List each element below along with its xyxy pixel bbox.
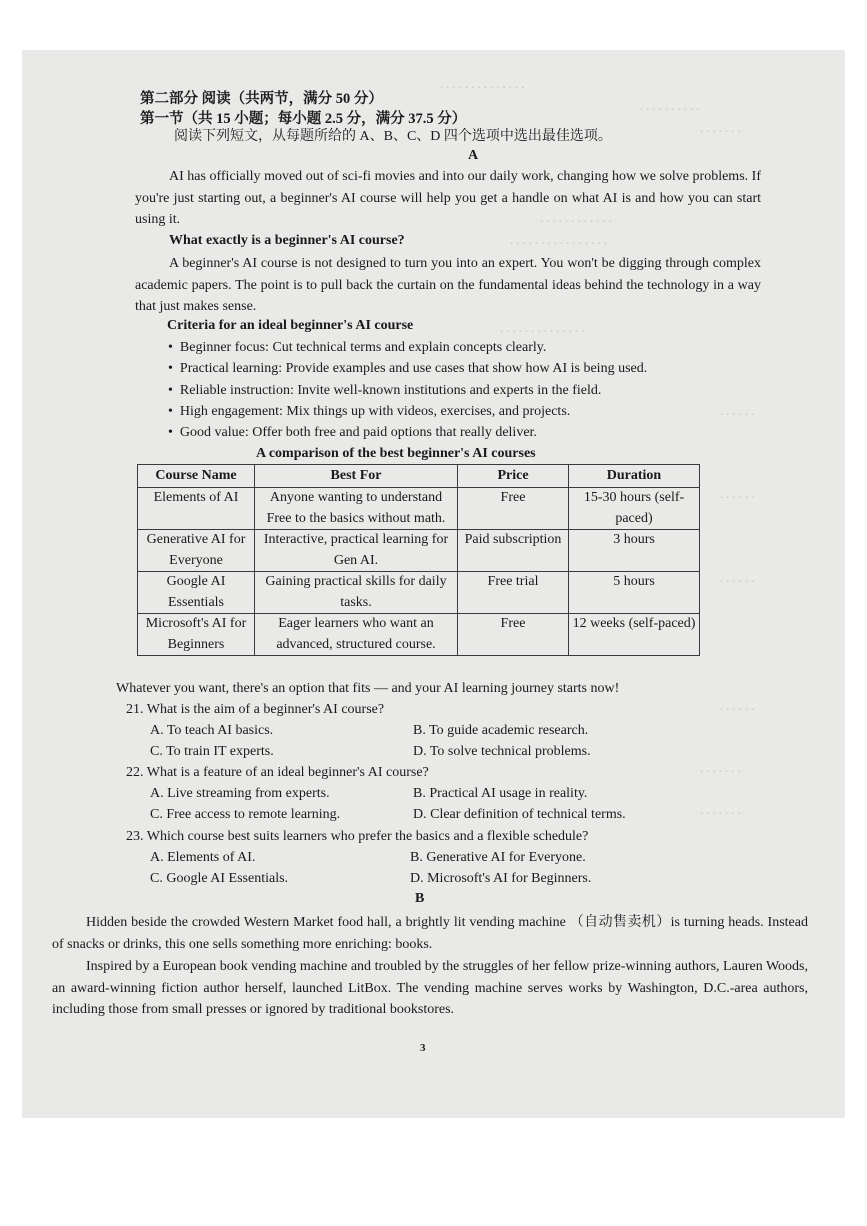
course-comparison-table — [137, 464, 700, 656]
option-23-d: D. Microsoft's AI for Beginners. — [410, 871, 592, 886]
part-title: 第二部分 阅读（共两节，满分 50 分） — [140, 91, 383, 107]
option-23-c: C. Google AI Essentials. — [150, 871, 289, 886]
table-cell: 5 hours — [569, 572, 700, 614]
criteria-list — [168, 337, 647, 443]
option-22-c: C. Free access to remote learning. — [150, 807, 341, 822]
table-header: Duration — [569, 465, 700, 488]
option-22-b: B. Practical AI usage in reality. — [413, 786, 588, 801]
table-cell: Microsoft's AI for Beginners — [138, 614, 255, 656]
passage-b-label: B — [415, 891, 425, 906]
heading-criteria: Criteria for an ideal beginner's AI course — [167, 318, 414, 333]
heading-what-is-course: What exactly is a beginner's AI course? — [169, 233, 405, 248]
instruction: 阅读下列短文，从每题所给的 A、B、C、D 四个选项中选出最佳选项。 — [174, 129, 612, 144]
table-cell: Google AI Essentials — [138, 572, 255, 614]
table-row — [138, 572, 700, 614]
criteria-item: • Good value: Offer both free and paid options that really deliver. — [168, 422, 647, 443]
question-23: 23. Which course best suits learners who prefer the basics and a flexible schedule? — [126, 829, 589, 844]
criteria-item: • Practical learning: Provide examples and use cases that show how AI is being used. — [168, 358, 647, 379]
option-21-a: A. To teach AI basics. — [150, 723, 274, 738]
table-cell: Free trial — [458, 572, 569, 614]
criteria-item: • Reliable instruction: Invite well-known institutions and experts in the field. — [168, 380, 647, 401]
passage-a-closing: Whatever you want, there's an option that fits — and your AI learning journey starts now! — [116, 681, 620, 696]
table-cell: 12 weeks (self-paced) — [569, 614, 700, 656]
table-header: Price — [458, 465, 569, 488]
criteria-item: • Beginner focus: Cut technical terms and explain concepts clearly. — [168, 337, 647, 358]
option-22-d: D. Clear definition of technical terms. — [413, 807, 626, 822]
table-cell: Gaining practical skills for daily tasks. — [255, 572, 458, 614]
table-header: Course Name — [138, 465, 255, 488]
passage-b-para2: Inspired by a European book vending machine and troubled by the struggles of her fellow prize-winning authors, Lauren Woods, an award-winning fiction author herself, launched LitBox. The vending machine serves works by Washington, D.C.-area authors, including those from small presses or ignored by traditional bookstores. — [52, 959, 808, 1017]
table-cell: Generative AI for Everyone — [138, 530, 255, 572]
table-row — [138, 614, 700, 656]
criteria-item: • High engagement: Mix things up with videos, exercises, and projects. — [168, 401, 647, 422]
question-22: 22. What is a feature of an ideal beginner's AI course? — [126, 765, 429, 780]
option-21-d: D. To solve technical problems. — [413, 744, 591, 759]
question-21: 21. What is the aim of a beginner's AI course? — [126, 702, 385, 717]
table-row — [138, 530, 700, 572]
option-21-b: B. To guide academic research. — [413, 723, 589, 738]
option-23-a: A. Elements of AI. — [150, 850, 256, 865]
table-cell: 15-30 hours (self-paced) — [569, 488, 700, 530]
table-cell: Free — [458, 614, 569, 656]
table-cell: Elements of AI — [138, 488, 255, 530]
passage-a-para2: A beginner's AI course is not designed to turn you into an expert. You won't be digging through complex academic papers. The point is to pull back the curtain on the fundamental ideas behind the technology in a way that just makes sense. — [135, 256, 761, 314]
table-row — [138, 488, 700, 530]
passage-a-label: A — [468, 148, 479, 163]
table-cell: Eager learners who want an advanced, structured course. — [255, 614, 458, 656]
table-cell: Anyone wanting to understand Free to the basics without math. — [255, 488, 458, 530]
option-23-b: B. Generative AI for Everyone. — [410, 850, 586, 865]
table-cell: 3 hours — [569, 530, 700, 572]
table-header: Best For — [255, 465, 458, 488]
passage-a-intro: AI has officially moved out of sci-fi movies and into our daily work, changing how we solve problems. If you're just starting out, a beginner's AI course will help you get a handle on what AI is and how you can start using it. — [135, 169, 761, 227]
option-21-c: C. To train IT experts. — [150, 744, 274, 759]
table-title: A comparison of the best beginner's AI courses — [256, 446, 536, 461]
option-22-a: A. Live streaming from experts. — [150, 786, 330, 801]
table-header-row — [138, 465, 700, 488]
passage-b-para1: Hidden beside the crowded Western Market food hall, a brightly lit vending machine （自动售卖机）is turning heads. Instead of snacks or drinks, this one sells something more enriching: books. — [52, 915, 808, 952]
table-cell: Free — [458, 488, 569, 530]
table-cell: Paid subscription — [458, 530, 569, 572]
table-cell: Interactive, practical learning for Gen AI. — [255, 530, 458, 572]
subsection-title: 第一节（共 15 小题；每小题 2.5 分，满分 37.5 分） — [140, 111, 467, 127]
page-number: 3 — [420, 1042, 426, 1054]
